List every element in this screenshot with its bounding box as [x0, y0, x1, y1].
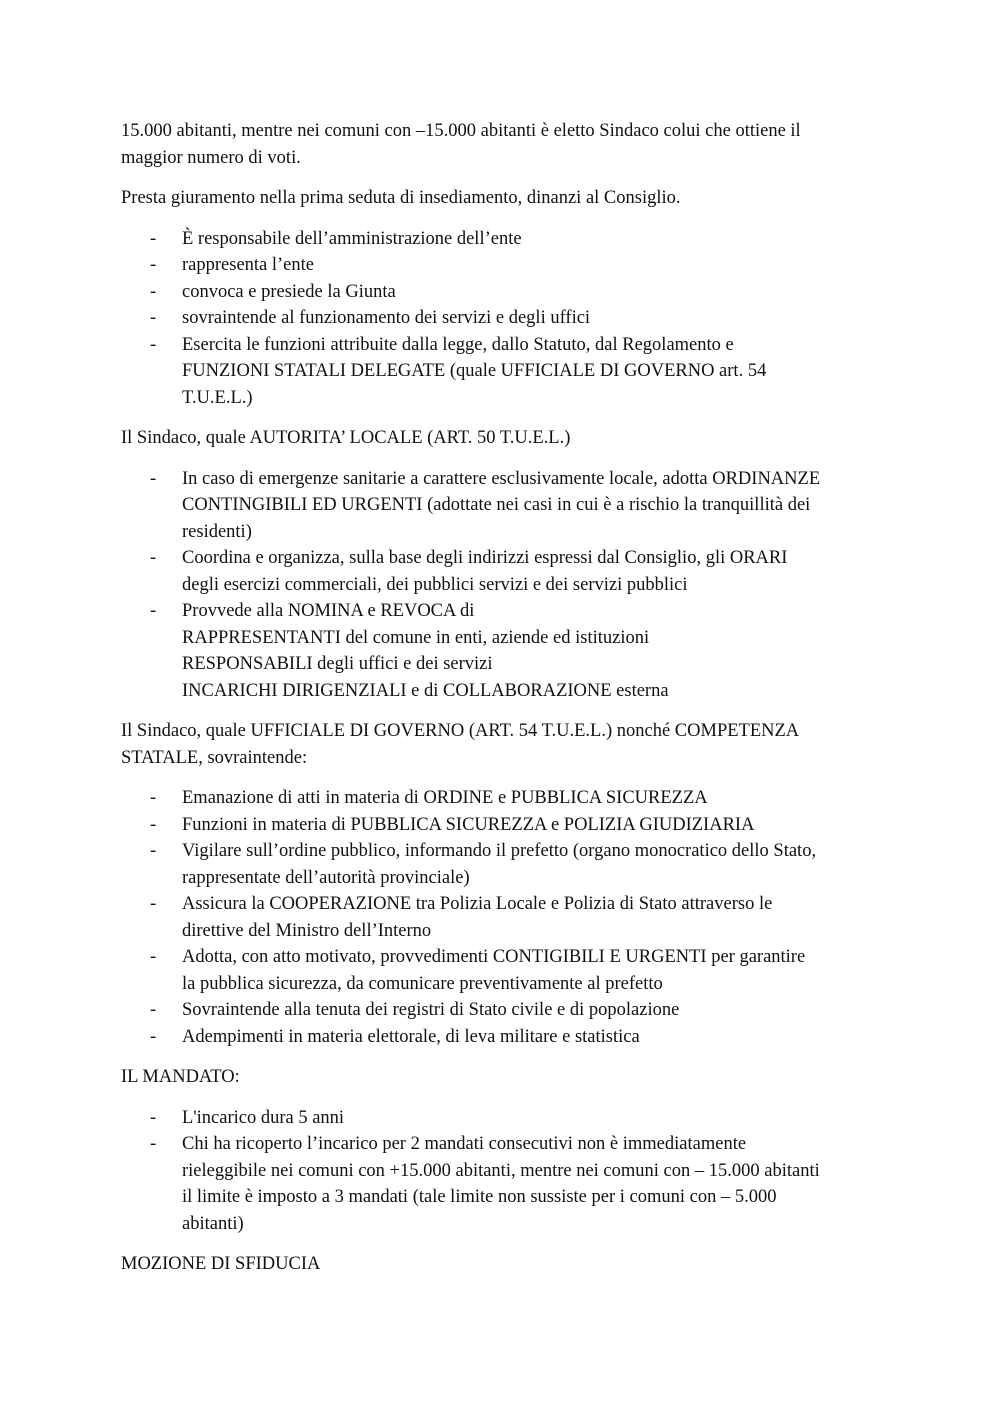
paragraph-ufficiale-governo — [121, 718, 891, 771]
ufficiale-governo-list — [121, 785, 891, 1050]
dash-bullet: - — [150, 548, 157, 568]
text-line: Adempimenti in materia elettorale, di leva militare e statistica — [182, 1026, 640, 1047]
text-line: maggior numero di voti. — [121, 147, 301, 168]
sindaco-duties-list — [121, 226, 891, 412]
dash-bullet: - — [150, 841, 157, 861]
dash-bullet: - — [150, 1134, 157, 1154]
dash-bullet: - — [150, 947, 157, 967]
dash-bullet: - — [150, 814, 157, 835]
dash-bullet: - — [150, 1026, 157, 1047]
list-item — [121, 1024, 891, 1051]
text-line: Chi ha ricoperto l’incarico per 2 mandati consecutivi non è immediatamente — [182, 1134, 747, 1154]
text-line: CONTINGIBILI ED URGENTI (adottate nei casi in cui è a rischio la tranquillità dei — [182, 495, 811, 515]
text-line: RESPONSABILI degli uffici e dei servizi — [182, 654, 493, 674]
text-line: rieleggibile nei comuni con +15.000 abitanti, mentre nei comuni con – 15.000 abitanti — [182, 1160, 820, 1181]
text-line: L'incarico dura 5 anni — [182, 1107, 345, 1128]
text-line: Assicura la COOPERAZIONE tra Polizia Locale e Polizia di Stato attraverso le — [182, 894, 773, 914]
text-line: residenti) — [182, 521, 252, 542]
text-line: direttive del Ministro dell’Interno — [182, 920, 432, 941]
list-item — [121, 305, 891, 332]
text-line: RAPPRESENTANTI del comune in enti, aziende ed istituzioni — [182, 627, 650, 648]
text-line: FUNZIONI STATALI DELEGATE (quale UFFICIALE DI GOVERNO art. 54 — [182, 361, 767, 381]
autorita-locale-list — [121, 466, 891, 705]
list-item — [121, 598, 891, 704]
text-line: Esercita le funzioni attribuite dalla legge, dallo Statuto, dal Regolamento e — [182, 334, 734, 355]
dash-bullet: - — [150, 308, 157, 328]
list-item — [121, 466, 891, 546]
list-item — [121, 252, 891, 279]
list-item — [121, 1105, 891, 1132]
text-line: È responsabile dell’amministrazione dell’ente — [182, 228, 522, 249]
dash-bullet: - — [150, 468, 157, 489]
list-item — [121, 891, 891, 944]
text-line: In caso di emergenze sanitarie a carattere esclusivamente locale, adotta ORDINANZE — [182, 468, 821, 489]
text-line: T.U.E.L.) — [182, 387, 253, 408]
text-line: rappresenta l’ente — [182, 255, 314, 275]
list-item — [121, 279, 891, 306]
text-line: il limite è imposto a 3 mandati (tale limite non sussiste per i comuni con – 5.000 — [182, 1187, 777, 1207]
dash-bullet: - — [150, 281, 157, 302]
text-line: abitanti) — [182, 1213, 244, 1234]
heading-il-mandato: IL MANDATO: — [121, 1067, 240, 1087]
list-item — [121, 545, 891, 598]
heading-mozione-di-sfiducia: MOZIONE DI SFIDUCIA — [121, 1254, 321, 1274]
list-item — [121, 226, 891, 253]
list-item — [121, 838, 891, 891]
paragraph-giuramento: Presta giuramento nella prima seduta di insediamento, dinanzi al Consiglio. — [121, 188, 681, 208]
text-line: STATALE, sovraintende: — [121, 747, 308, 768]
dash-bullet: - — [150, 1000, 157, 1020]
paragraph-abitanti — [121, 118, 891, 171]
list-item — [121, 812, 891, 839]
text-line: Coordina e organizza, sulla base degli indirizzi espressi dal Consiglio, gli ORARI — [182, 548, 788, 568]
text-line: Funzioni in materia di PUBBLICA SICUREZZA e POLIZIA GIUDIZIARIA — [182, 814, 755, 835]
list-item — [121, 332, 891, 412]
mandato-list — [121, 1105, 891, 1238]
text-line: sovraintende al funzionamento dei servizi e degli uffici — [182, 308, 591, 328]
list-item — [121, 1131, 891, 1237]
list-item — [121, 785, 891, 812]
text-line: Emanazione di atti in materia di ORDINE e PUBBLICA SICUREZZA — [182, 788, 708, 808]
dash-bullet: - — [150, 788, 157, 808]
text-line: Sovraintende alla tenuta dei registri di Stato civile e di popolazione — [182, 1000, 680, 1020]
document-page — [121, 118, 891, 1292]
text-line: la pubblica sicurezza, da comunicare preventivamente al prefetto — [182, 973, 663, 994]
text-line: Il Sindaco, quale UFFICIALE DI GOVERNO (ART. 54 T.U.E.L.) nonché COMPETENZA — [121, 721, 800, 741]
list-item — [121, 997, 891, 1024]
text-line: INCARICHI DIRIGENZIALI e di COLLABORAZIONE esterna — [182, 680, 669, 701]
text-line: rappresentate dell’autorità provinciale) — [182, 867, 470, 888]
text-line: 15.000 abitanti, mentre nei comuni con –15.000 abitanti è eletto Sindaco colui che ottiene il — [121, 121, 801, 141]
dash-bullet: - — [150, 601, 157, 621]
text-line: Adotta, con atto motivato, provvedimenti CONTIGIBILI E URGENTI per garantire — [182, 947, 806, 967]
dash-bullet: - — [150, 255, 157, 275]
dash-bullet: - — [150, 1107, 157, 1128]
dash-bullet: - — [150, 894, 157, 914]
dash-bullet: - — [150, 228, 157, 249]
dash-bullet: - — [150, 334, 157, 355]
paragraph-autorita-locale: Il Sindaco, quale AUTORITA’ LOCALE (ART. 50 T.U.E.L.) — [121, 428, 571, 448]
text-line: degli esercizi commerciali, dei pubblici servizi e dei servizi pubblici — [182, 574, 688, 595]
text-line: Vigilare sull’ordine pubblico, informando il prefetto (organo monocratico dello Stato, — [182, 841, 817, 861]
list-item — [121, 944, 891, 997]
text-line: convoca e presiede la Giunta — [182, 281, 396, 302]
text-line: Provvede alla NOMINA e REVOCA di — [182, 601, 475, 621]
